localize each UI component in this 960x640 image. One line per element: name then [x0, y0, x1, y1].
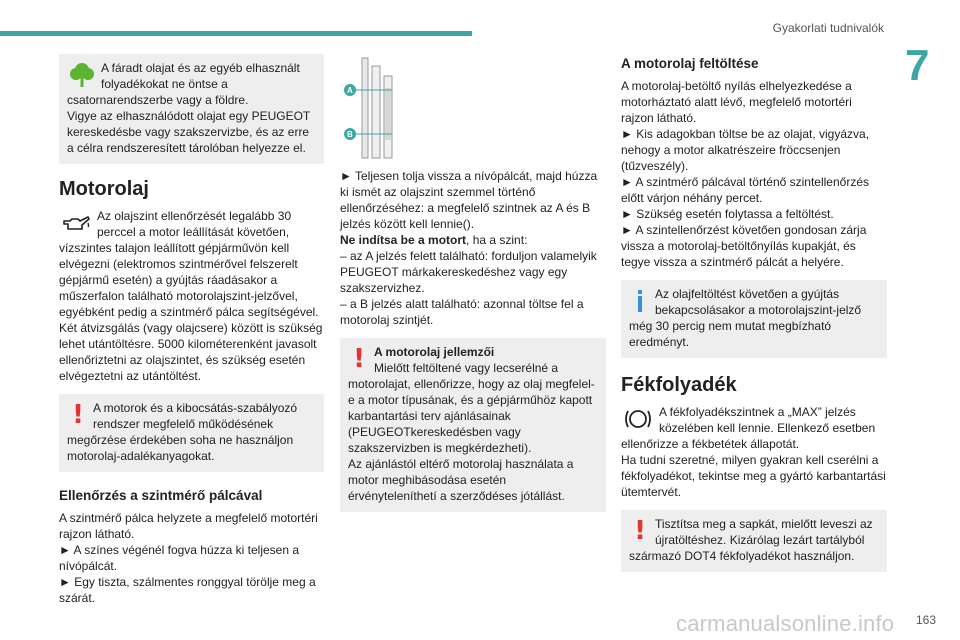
- brake-fluid-text: A fékfolyadékszintnek a „MAX” jelzés közelében kell lennie. Ellenkező esetben ellenőrizze a fékbetétek állapotát. Ha tudni szeretné, milyen gyakran kell cserélni a fékfolyadékot, tekintse meg a gyártó karbantartási ütemtervét.: [621, 405, 886, 499]
- dipstick-label-b: B: [347, 130, 353, 139]
- oil-fill-title: A motorolaj feltöltése: [621, 56, 759, 71]
- brake-warning-text: Tisztítsa meg a sapkát, mielőtt leveszi az újratöltéshez. Kizárólag lezárt tartályból származó DOT4 fékfolyadékot használjon.: [629, 517, 873, 563]
- dipstick-illustration: [342, 54, 606, 162]
- section-title-brake-fluid: Fékfolyadék: [621, 374, 737, 396]
- eco-note-text: csatornarendszerbe vagy a földre. Vigye az elhasználódott olajat egy PEUGEOT kereskedésbe vagy szakszervizbe, és az erre a célra rendszeresített tárolóban helyezze el.: [67, 93, 311, 155]
- warning-icon: !: [634, 516, 646, 546]
- oil-info-text: Az olajfeltöltést követően a gyújtás bekapcsolásakor a motorolajszint-jelző még 30 percig nem mutat megbízható eredményt.: [629, 287, 862, 349]
- oil-spec-warning-box: [340, 338, 606, 512]
- watermark: carmanualsonline.info: [676, 611, 895, 636]
- additive-warning-box: [59, 394, 324, 472]
- warning-icon: !: [353, 344, 365, 374]
- motorolaj-text: Az olajszint ellenőrzését legalább 30 perccel a motor leállítását követően, vízszintes talajon leállított gépjárművön kell elvégezni (elektromos szintmérővel felszerelt gépjármű esetén) a gyújtás ráadásakor a műszerfalon található motorolajszint-jelzővel, egyébként pedig a szintmérő pálca segítségével. Két átvizsgálás (vagy olajcsere) között is szükség lehet utántöltésre. 5000 kilométerenként javasolt ellenőriztetni az olajszintet, és szükség esetén elvégeztetni az utántöltést.: [59, 209, 323, 383]
- dont-start-rest: , ha a szint:: [466, 233, 528, 247]
- page-number: 163: [915, 613, 936, 627]
- header-accent-bar: [0, 31, 472, 36]
- section-title-motorolaj: Motorolaj: [59, 178, 149, 200]
- info-icon: [629, 286, 651, 316]
- additive-warning-text: A motorok és a kibocsátás-szabályozó rendszer megfelelő működésének megőrzése érdekében soha ne használjon motorolaj-adalékanyagokat.: [67, 401, 298, 463]
- eco-note-box: [59, 54, 324, 164]
- dipstick-section-title: Ellenőrzés a szintmérő pálcával: [59, 488, 263, 503]
- dipstick-check-text: ► Teljesen tolja vissza a nívópálcát, majd húzza ki ismét az olajszint szemmel történő ellenőrzéséhez: a megfelelő szintnek az A és B jelzés között kell lennie().: [340, 169, 598, 231]
- column-3: [621, 54, 887, 572]
- oil-spec-text: Mielőtt feltöltené vagy lecserélné a motorolajat, ellenőrizze, hogy az olaj megfelel-e a motor típusának, és a gépjárműhöz kapott karbantartási terv ajánlásainak (PEUGEOTkereskedésben vagy szakszervizben is megkérdezheti). Az ajánlástól eltérő motorolaj használata a motor meghibásodása esetén érvényteleníthetí a szerződéses jótállást.: [348, 361, 595, 503]
- level-below-b: – a B jelzés alatt található: azonnal töltse fel a motorolaj szintjét.: [340, 297, 584, 327]
- column-1: [59, 54, 324, 606]
- dont-start-bold: Ne indítsa be a motort: [340, 233, 467, 247]
- eco-note-line1: A fáradt olajat és az egyéb elhasznált: [101, 61, 300, 75]
- oil-can-icon: [59, 208, 93, 238]
- dipstick-text: A szintmérő pálca helyzete a megfelelő motortéri rajzon látható. ► A színes végénél fogva húzza ki teljesen a nívópálcát. ► Egy tiszta, szálmentes ronggyal törölje meg a szárát.: [59, 511, 318, 605]
- brake-fluid-icon: [621, 404, 655, 434]
- dont-start-line: [340, 232, 606, 248]
- brake-warning-box: [621, 510, 887, 572]
- oil-fill-text: A motorolaj-betöltő nyílás elhelyezkedése a motorháztató alatt lévő, megfelelő motortéri rajzon látható. ► Kis adagokban töltse be az olajat, vigyázva, nehogy a motor alkatrészeire fröccsenjen (tűzveszély). ► A szintmérő pálcával történő szintellenőrzés előtt várjon néhány percet. ► Szükség esetén folytassa a feltöltést. ► A szintellenőrzést követően gondosan zárja vissza a motorolaj-betöltőnyílás kupakját, és tegye vissza a szintmérő pálcát a helyére.: [621, 79, 870, 269]
- column-2: [340, 54, 606, 512]
- dipstick-label-a: A: [347, 86, 353, 95]
- level-above-a: – az A jelzés felett található: forduljon valamelyik PEUGEOT márkakereskedéshez vagy egy szakszervizhez.: [340, 249, 597, 295]
- oil-info-box: [621, 280, 887, 358]
- page-header-title: Gyakorlati tudnivalók: [772, 21, 884, 35]
- warning-icon: !: [72, 400, 84, 430]
- tree-icon: [67, 60, 97, 90]
- chapter-number: 7: [905, 41, 930, 90]
- oil-spec-title: A motorolaj jellemzői: [374, 345, 495, 359]
- eco-note-line2: folyadékokat ne öntse a: [101, 77, 228, 91]
